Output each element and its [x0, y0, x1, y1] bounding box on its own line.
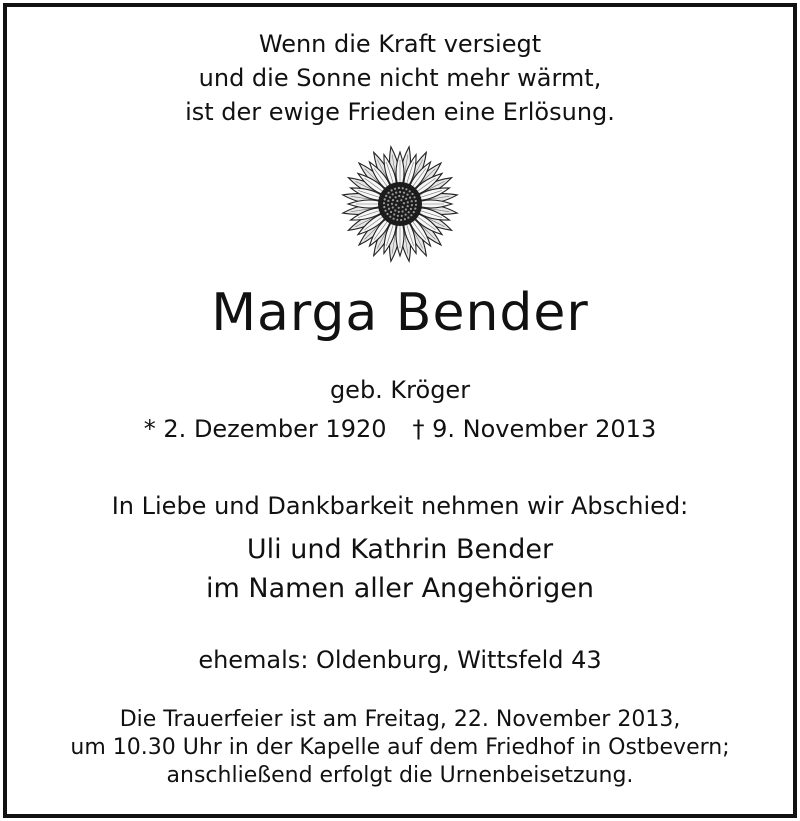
sunflower-seed — [386, 213, 388, 215]
sunflower-seed — [391, 189, 393, 191]
sunflower-seed — [405, 214, 407, 216]
sunflower-seed — [394, 209, 396, 211]
sunflower-seed — [406, 194, 408, 196]
sunflower-seed — [407, 201, 409, 203]
sunflower-seed — [403, 192, 405, 194]
service-line-1: Die Trauerfeier ist am Freitag, 22. November 2013, — [119, 707, 681, 732]
sunflower-seed — [400, 219, 402, 221]
sunflower-seed — [411, 200, 413, 202]
sunflower-seed — [392, 206, 394, 208]
sunflower-seed — [385, 195, 387, 197]
service-line-2: um 10.30 Uhr in der Kapelle auf dem Friedhof in Ostbevern; — [70, 735, 730, 760]
sunflower-seed — [402, 187, 404, 189]
farewell-intro: In Liebe und Dankbarkeit nehmen wir Abschied: — [111, 492, 689, 520]
sunflower-seed — [400, 199, 402, 201]
sunflower-seed — [389, 196, 391, 198]
sunflower-seed — [389, 216, 391, 218]
sunflower-seed — [404, 218, 406, 220]
verse-line-1: Wenn die Kraft versiegt — [258, 30, 542, 58]
sunflower-seed — [383, 202, 385, 204]
relatives-line: im Namen aller Angehörigen — [205, 573, 594, 604]
life-dates — [0, 415, 800, 443]
sunflower-seed — [394, 188, 396, 190]
sunflower-seed — [395, 204, 397, 206]
sunflower-seed — [392, 193, 394, 195]
sunflower-seed — [414, 208, 416, 210]
sunflower-seed — [387, 204, 389, 206]
sunflower-seed — [402, 210, 404, 212]
sunflower-seed — [399, 191, 401, 193]
sunflower-seed — [403, 202, 405, 204]
maiden-name: geb. Kröger — [329, 376, 471, 404]
sunflower-seed — [396, 200, 398, 202]
sunflower-seed — [398, 207, 400, 209]
sunflower-seed — [405, 208, 407, 210]
sunflower-seed — [391, 203, 393, 205]
sunflower-seed — [395, 192, 397, 194]
sunflower-seed — [390, 211, 392, 213]
sunflower-seed — [402, 196, 404, 198]
service-line-3: anschließend erfolgt die Urnenbeisetzung. — [166, 763, 634, 788]
sunflower-seed — [392, 199, 394, 201]
sunflower-seed — [383, 206, 385, 208]
sunflower-seed — [395, 196, 397, 198]
sunflower-seed — [398, 195, 400, 197]
sunflower-seed — [397, 215, 399, 217]
sunflower-seed — [411, 204, 413, 206]
sunflower-seed — [388, 208, 390, 210]
sunflower-seed — [402, 206, 404, 208]
sunflower-seed — [388, 192, 390, 194]
former-address: ehemals: Oldenburg, Wittsfeld 43 — [198, 646, 602, 674]
sunflower-seed — [405, 198, 407, 200]
sunflower-seed — [407, 217, 409, 219]
sunflower-seed — [398, 187, 400, 189]
sunflower-seed — [411, 193, 413, 195]
sunflower-seed — [408, 211, 410, 213]
sunflower-seed — [410, 208, 412, 210]
sunflower-seed — [384, 210, 386, 212]
sunflower-seed — [413, 211, 415, 213]
sunflower-seed — [413, 196, 415, 198]
sunflower-seed — [407, 205, 409, 207]
death-date: † 9. November 2013 — [412, 415, 657, 443]
sunflower-seed — [393, 213, 395, 215]
sunflower-seed — [409, 190, 411, 192]
sunflower-seed — [396, 219, 398, 221]
verse-line-2: und die Sonne nicht mehr wärmt, — [198, 64, 602, 92]
sunflower-seed — [398, 211, 400, 213]
sunflower-icon — [325, 136, 475, 276]
sunflower-seed — [401, 215, 403, 217]
birth-date: * 2. Dezember 1920 — [143, 415, 387, 443]
sunflower-seed — [415, 204, 417, 206]
family-names: Uli und Kathrin Bender — [246, 534, 554, 565]
verse-line-3: ist der ewige Frieden eine Erlösung. — [185, 98, 615, 126]
sunflower-seed — [387, 200, 389, 202]
sunflower-seed — [405, 188, 407, 190]
sunflower-seed — [384, 198, 386, 200]
sunflower-seed — [409, 197, 411, 199]
deceased-name: Marga Bender — [211, 283, 589, 343]
sunflower-seed — [415, 200, 417, 202]
sunflower-seed — [410, 214, 412, 216]
sunflower-seed — [393, 218, 395, 220]
